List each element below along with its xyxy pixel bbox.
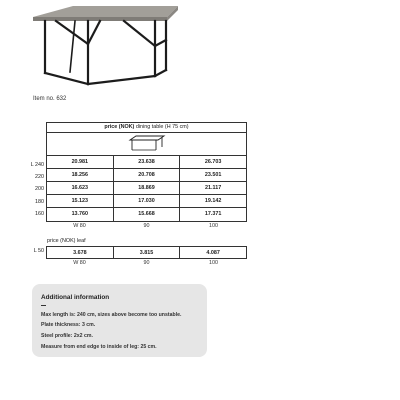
price-cell: 18.869 [113, 181, 180, 194]
width-label: 100 [209, 260, 218, 266]
info-line: Measure from end edge to inside of leg: 25 cm. [41, 344, 157, 350]
width-label: 100 [209, 223, 218, 229]
width-label: 90 [143, 223, 150, 229]
length-label: 160 [35, 210, 44, 217]
leaf-price-table [46, 246, 247, 259]
price-cell: 23.501 [180, 168, 247, 181]
price-cell: 4.087 [180, 247, 247, 259]
price-cell: 3.815 [113, 247, 180, 259]
price-cell: 13.760 [47, 208, 114, 221]
item-number: Item no. 632 [33, 96, 67, 102]
price-cell: 16.623 [47, 181, 114, 194]
length-label: 200 [35, 186, 44, 193]
price-cell: 3.678 [47, 247, 114, 259]
table-row [47, 155, 247, 168]
additional-info-title: Additional information [41, 294, 110, 301]
leaf-length-labels [28, 246, 46, 257]
length-label: 180 [35, 198, 44, 205]
table-row [47, 195, 247, 208]
info-line: Max length is: 240 cm, sizes above become too unstable. [41, 312, 182, 318]
length-label: L 240 [30, 162, 44, 168]
info-line: Steel profile: 2x2 cm. [41, 333, 93, 339]
price-table-header: price (NOK) dining table (H 75 cm) [47, 123, 247, 133]
table-row [47, 168, 247, 181]
length-label: 220 [35, 174, 44, 181]
price-cell: 23.638 [113, 155, 180, 168]
price-cell: 21.117 [180, 181, 247, 194]
table-outline-icon [47, 132, 247, 155]
width-label: W 80 [73, 223, 86, 229]
title-divider [41, 305, 46, 306]
width-label: 90 [143, 260, 150, 266]
price-cell: 15.668 [113, 208, 180, 221]
leaf-width-labels [46, 260, 247, 266]
dining-table-price-table [46, 122, 247, 222]
price-cell: 20.708 [113, 168, 180, 181]
table-row [47, 208, 247, 221]
width-labels [46, 223, 247, 229]
price-cell: 17.030 [113, 195, 180, 208]
table-product-image [0, 0, 400, 92]
length-labels [28, 159, 46, 220]
info-line: Plate thickness: 3 cm. [41, 322, 96, 328]
table-row [47, 181, 247, 194]
width-label: W 80 [73, 260, 86, 266]
length-label: L 50 [33, 248, 44, 254]
price-cell: 26.703 [180, 155, 247, 168]
price-cell: 15.123 [47, 195, 114, 208]
table-row [47, 247, 247, 259]
price-cell: 19.142 [180, 195, 247, 208]
price-cell: 20.981 [47, 155, 114, 168]
price-cell: 18.256 [47, 168, 114, 181]
price-cell: 17.371 [180, 208, 247, 221]
leaf-table-title: price (NOK) leaf [47, 238, 86, 244]
